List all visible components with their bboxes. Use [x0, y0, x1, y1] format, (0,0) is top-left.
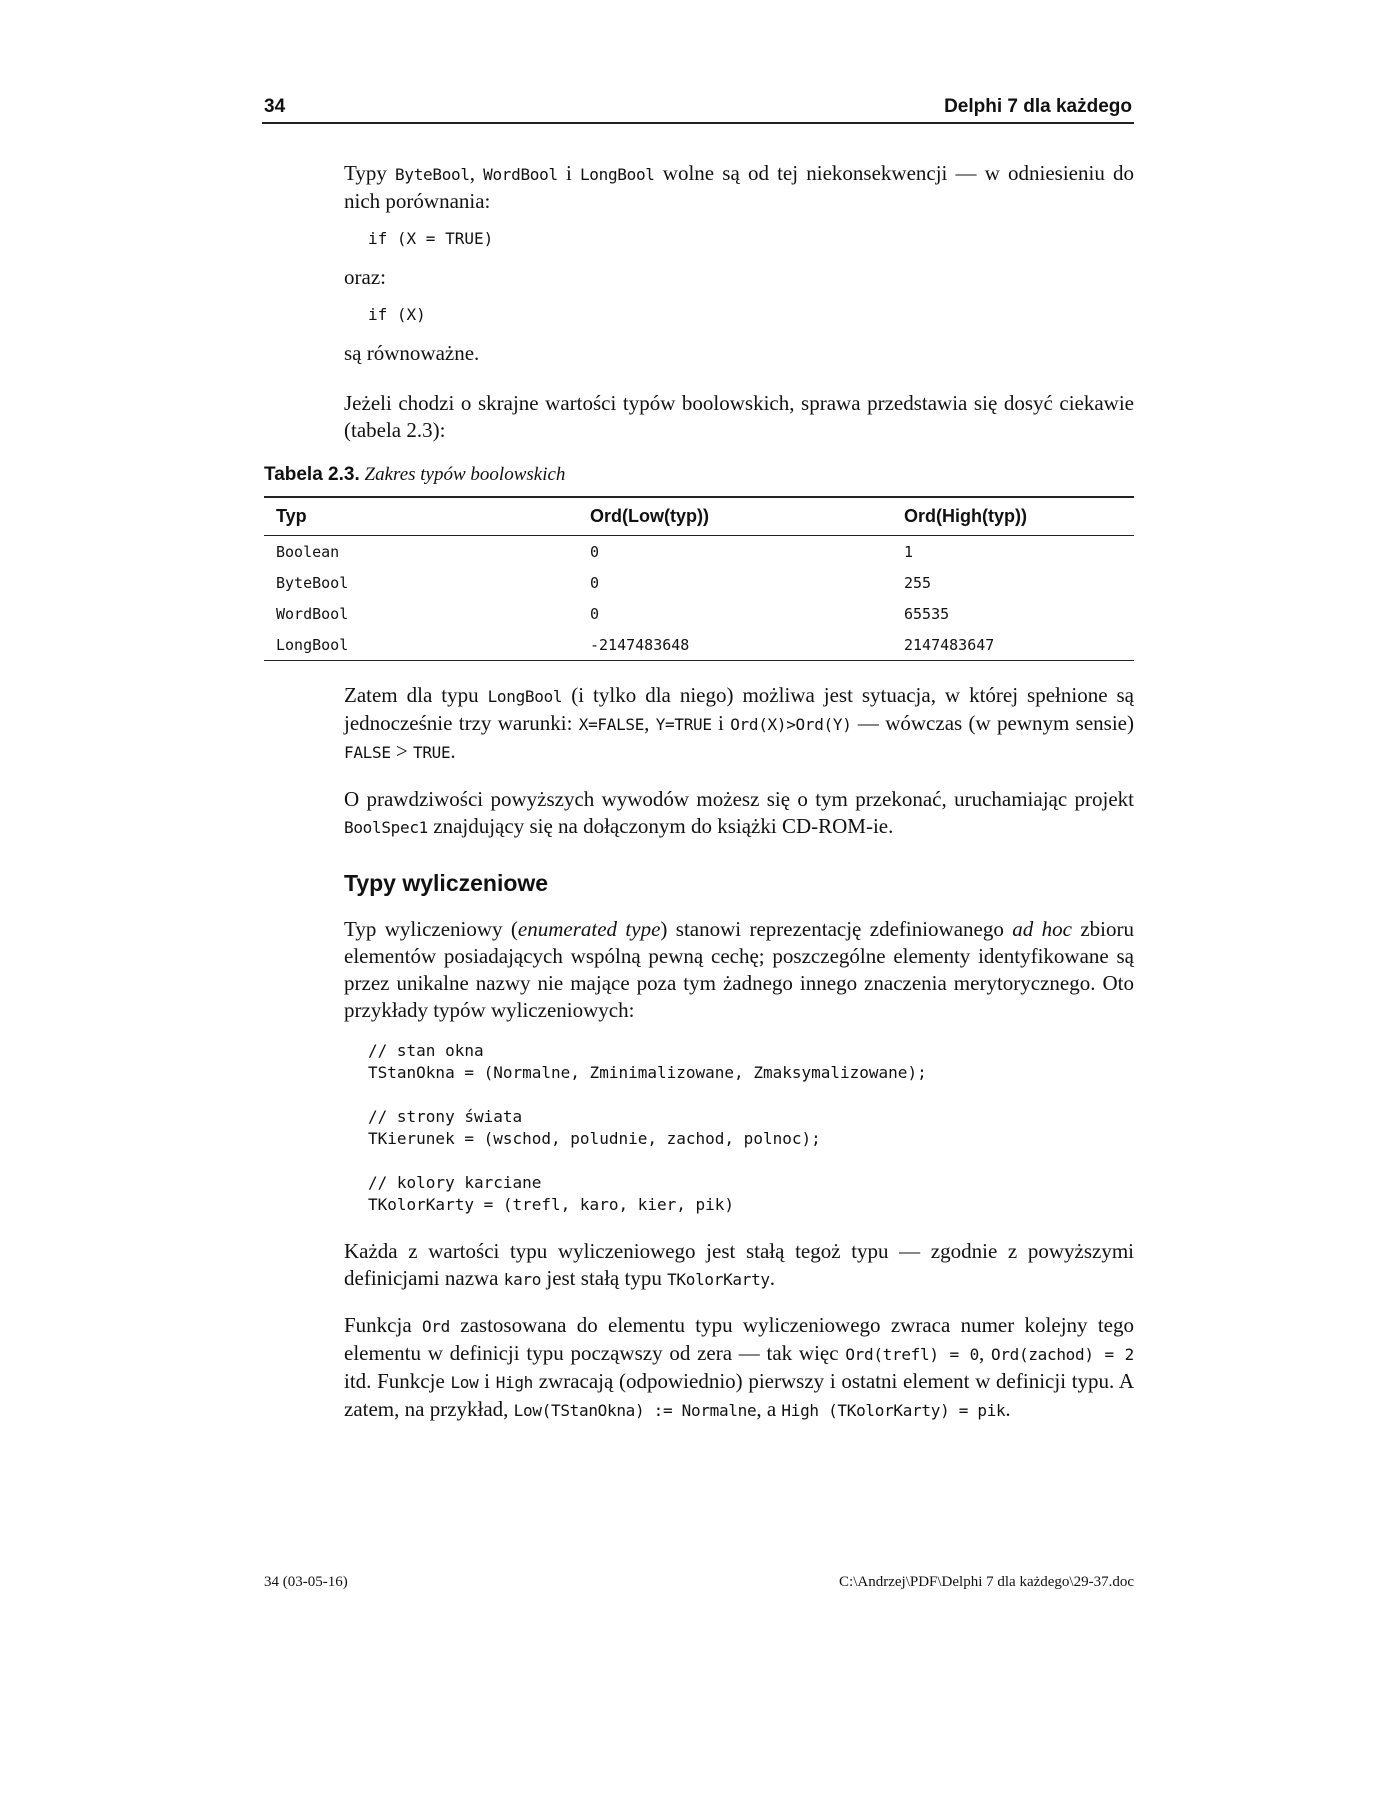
table-caption: [264, 464, 565, 486]
table-cell: 255: [904, 573, 932, 592]
table-header-cell: Typ: [264, 497, 578, 536]
table-caption-number: Tabela 2.3.: [264, 464, 360, 485]
paragraph-longbool: Zatem dla typu LongBool (i tylko dla niego) możliwa jest sytuacja, w której spełnione są jednocześnie trzy warunki: X=FALSE, Y=TRUE i Ord(X)>Ord(Y) — wówczas (w pewnym sensie) FALSE > TRUE.: [344, 683, 1134, 763]
table-cell: ByteBool: [276, 573, 349, 592]
table-cell: 0: [590, 542, 600, 561]
table-row: [264, 536, 1134, 568]
book-title: Delphi 7 dla każdego: [944, 96, 1132, 117]
table-header-cell: Ord(High(typ)): [892, 497, 1134, 536]
table-cell: 1: [904, 542, 914, 561]
table-header-cell: Ord(Low(typ)): [578, 497, 892, 536]
paragraph-enumerated: Typ wyliczeniowy (enumerated type) stanowi reprezentację zdefiniowanego ad hoc zbioru elementów posiadających wspólną pewną cechę; poszczególne elementy identyfikowane są przez unikalne nazwy nie mające poza tym żadnego innego znaczenia merytorycznego. Oto przykłady typów wyliczeniowych:: [344, 917, 1134, 1022]
table-cell: 0: [590, 604, 600, 623]
text-oraz: oraz:: [344, 265, 386, 289]
page-number: 34: [264, 96, 286, 117]
table-row: [264, 598, 1134, 629]
running-header: [262, 96, 1134, 124]
footer-file-path: C:\Andrzej\PDF\Delphi 7 dla każdego\29-37.doc: [839, 1574, 1134, 1590]
table-row: [264, 567, 1134, 598]
paragraph-constants: Każda z wartości typu wyliczeniowego jest stałą tegoż typu — zgodnie z powyższymi definicjami nazwa karo jest stałą typu TKolorKarty.: [344, 1239, 1134, 1290]
table-caption-title: Zakres typów boolowskich: [364, 464, 566, 485]
table-row: [264, 629, 1134, 661]
table-cell: 0: [590, 573, 600, 592]
paragraph-boolspec: O prawdziwości powyższych wywodów możesz się o tym przekonać, uruchamiając projekt BoolSpec1 znajdujący się na dołączonym do książki CD-ROM-ie.: [344, 787, 1134, 838]
table-cell: Boolean: [276, 542, 340, 561]
table-cell: 65535: [904, 604, 950, 623]
table-cell: -2147483648: [578, 629, 892, 661]
code-if-x: if (X): [368, 305, 426, 324]
table-cell: 2147483647: [892, 629, 1134, 661]
table-cell: LongBool: [264, 629, 578, 661]
table-cell: WordBool: [276, 604, 349, 623]
bool-range-table: [264, 496, 1134, 661]
table-header-row: [264, 497, 1134, 536]
footer-page-info: 34 (03-05-16): [264, 1574, 348, 1590]
section-heading: Typy wyliczeniowe: [344, 870, 549, 896]
paragraph-extreme-values: Jeżeli chodzi o skrajne wartości typów boolowskich, sprawa przedstawia się dosyć ciekawie (tabela 2.3):: [344, 391, 1134, 442]
code-if-true: if (X = TRUE): [368, 229, 494, 248]
code-enum-examples: // stan okna TStanOkna = (Normalne, Zminimalizowane, Zmaksymalizowane); // strony świata TKierunek = (wschod, poludnie, zachod, polnoc); // kolory karciane TKolorKarty = (trefl, karo, kier, pik): [368, 1041, 927, 1214]
text-rownowazne: są równoważne.: [344, 341, 480, 365]
paragraph-bool-types: Typy ByteBool, WordBool i LongBool wolne są od tej niekonsekwencji — w odniesieniu do nich porównania:: [344, 161, 1135, 213]
paragraph-ord-function: Funkcja Ord zastosowana do elementu typu wyliczeniowego zwraca numer kolejny tego elementu w definicji typu począwszy od zera — tak więc Ord(trefl) = 0, Ord(zachod) = 2 itd. Funkcje Low i High zwracają (odpowiednio) pierwszy i ostatni element w definicji typu. A zatem, na przykład, Low(TStanOkna) := Normalne, a High (TKolorKarty) = pik.: [344, 1313, 1135, 1421]
